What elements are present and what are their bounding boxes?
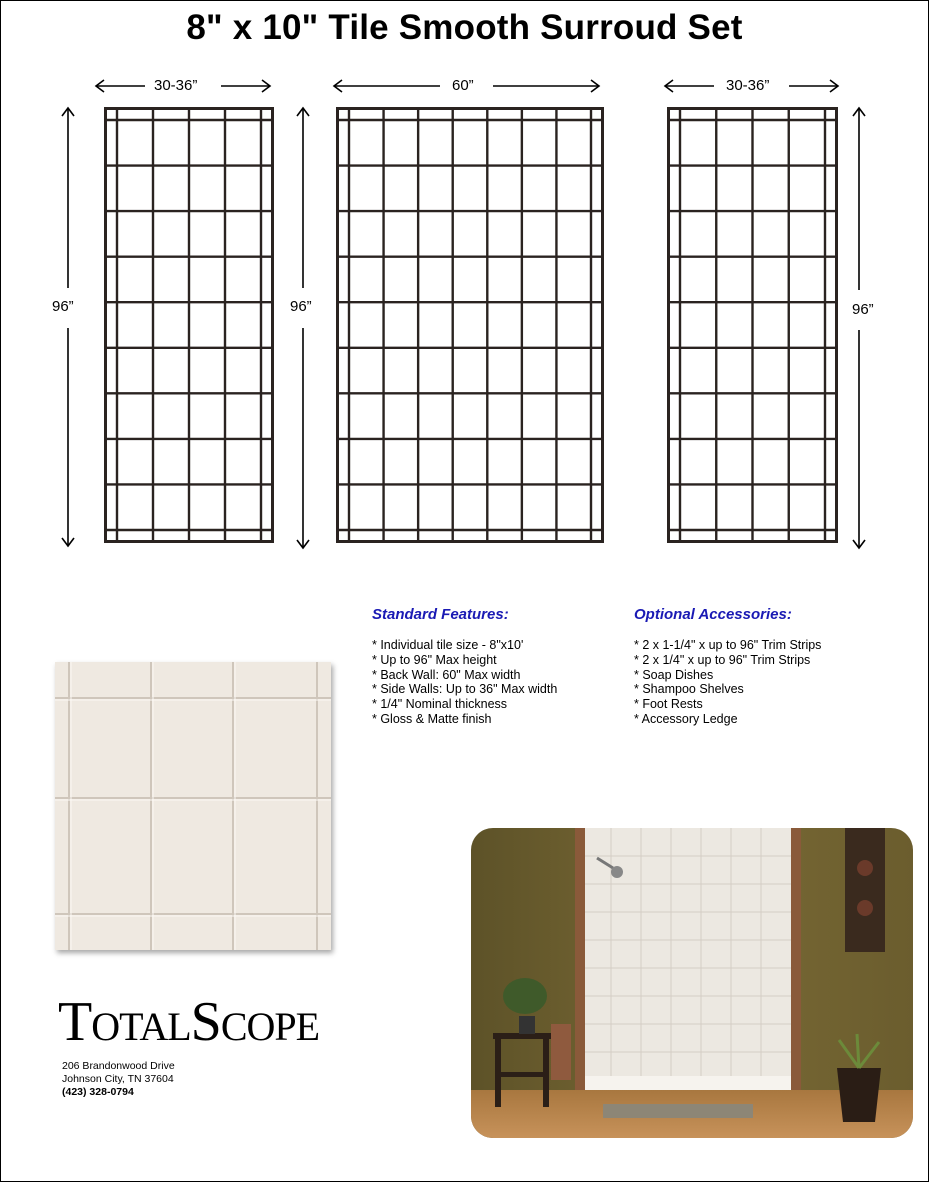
list-item: * Soap Dishes (634, 667, 714, 682)
list-item: * Gloss & Matte finish (372, 711, 492, 726)
list-item: * Individual tile size - 8"x10' (372, 638, 524, 652)
right-height-label: 96” (852, 301, 874, 318)
right-width-label: 30-36” (726, 77, 770, 94)
phone-number: (423) 328-0794 (62, 1086, 134, 1098)
standard-features-list (372, 638, 557, 727)
list-item: * 2 x 1-1/4" x up to 96" Trim Strips (634, 638, 822, 652)
standard-features-heading: Standard Features: (372, 606, 509, 623)
back-wall-panel (336, 107, 604, 543)
list-item: * Side Walls: Up to 36" Max width (372, 682, 558, 697)
company-logo (58, 992, 319, 1057)
page-title: 8" x 10" Tile Smooth Surroud Set (186, 8, 743, 47)
list-item: * Shampoo Shelves (634, 682, 744, 697)
left-width-label: 30-36” (154, 77, 198, 94)
address-line-1: 206 Brandonwood Drive (62, 1060, 175, 1072)
left-wall-panel (104, 107, 274, 543)
list-item: * 1/4" Nominal thickness (372, 697, 508, 712)
back-width-label: 60” (452, 77, 474, 94)
address-line-2: Johnson City, TN 37604 (62, 1073, 174, 1085)
list-item: * Up to 96" Max height (372, 652, 497, 667)
optional-accessories-list (634, 638, 821, 727)
back-height-label: 96” (290, 298, 312, 315)
left-height-label: 96” (52, 298, 74, 315)
list-item: * 2 x 1/4" x up to 96" Trim Strips (634, 652, 811, 667)
right-wall-panel (667, 107, 838, 543)
list-item: * Back Wall: 60" Max width (372, 667, 521, 682)
tile-sample-image (55, 662, 331, 950)
company-address (62, 1060, 175, 1099)
list-item: * Foot Rests (634, 697, 703, 712)
optional-accessories-heading: Optional Accessories: (634, 606, 792, 623)
panel-outline (338, 109, 603, 542)
shower-photo (471, 828, 913, 1138)
list-item: * Accessory Ledge (634, 711, 738, 726)
logo-wordmark: TOTALSCOPE (58, 991, 320, 1053)
